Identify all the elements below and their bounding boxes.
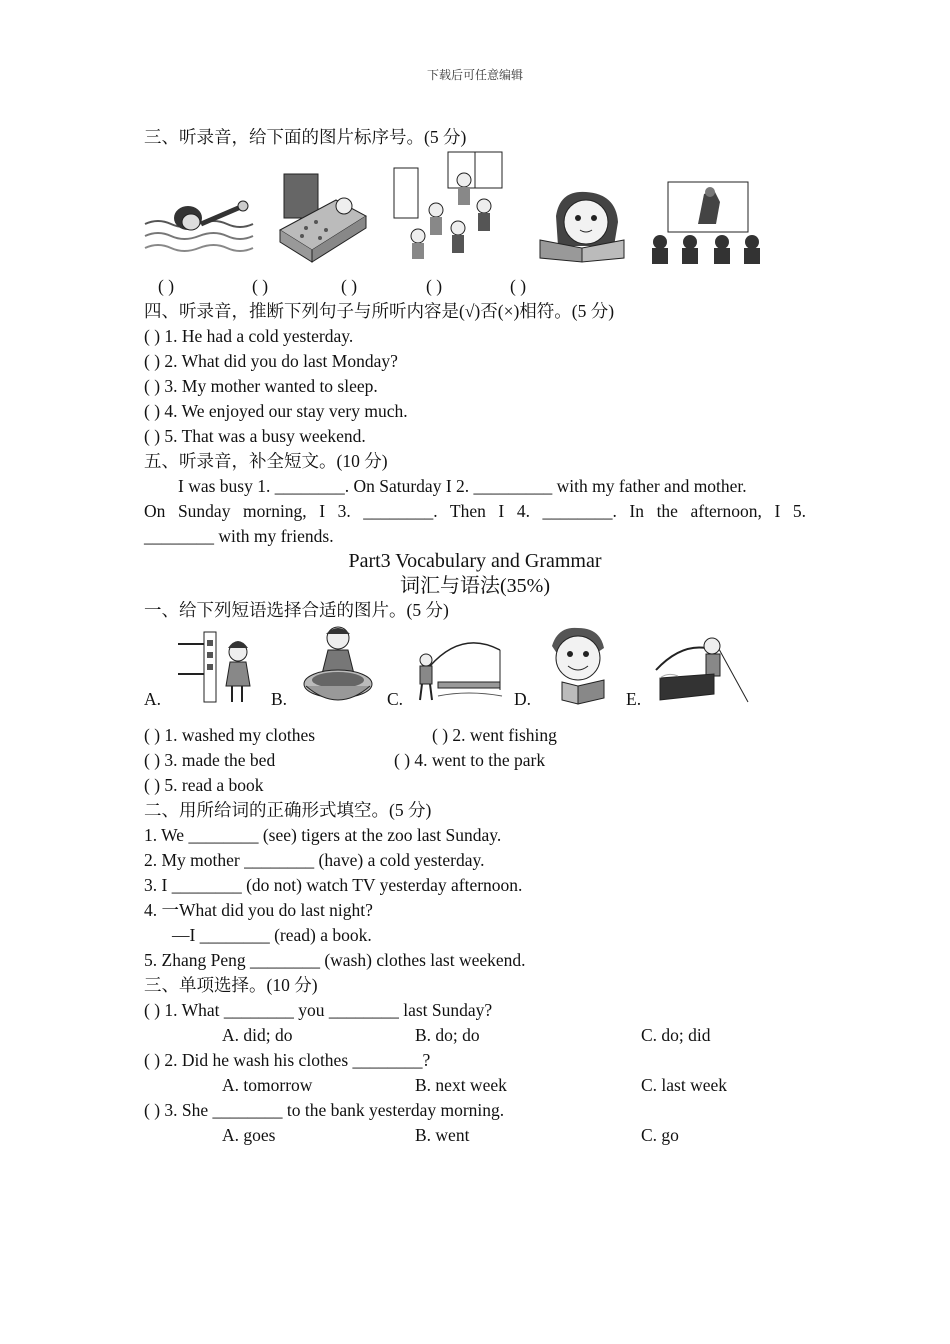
choice-option-a[interactable]: A. did; do xyxy=(222,1025,293,1045)
choice-option-b[interactable]: B. went xyxy=(415,1125,470,1145)
judge-item[interactable]: ( ) 3. My mother wanted to sleep. xyxy=(144,376,378,396)
match-item[interactable]: ( ) 5. read a book xyxy=(144,775,264,795)
match-item[interactable]: ( ) 4. went to the park xyxy=(394,750,546,770)
passage-line-2[interactable]: On Sunday morning, I 3. ________. Then I 4. ________. In the afternoon, I 5. xyxy=(144,501,806,521)
page-header: 下载后可任意编辑 xyxy=(426,68,523,82)
picture-blank-4[interactable]: ( ) xyxy=(426,276,443,296)
choice-question[interactable]: ( ) 2. Did he wash his clothes ________? xyxy=(144,1050,431,1070)
watching-film-picture xyxy=(648,180,766,266)
passage-line-1[interactable]: I was busy 1. ________. On Saturday I 2. _________ with my father and mother. xyxy=(178,476,747,496)
fill-item[interactable]: 1. We ________ (see) tigers at the zoo last Sunday. xyxy=(144,825,502,845)
choice-option-c[interactable]: C. do; did xyxy=(641,1025,711,1045)
part3-title: Part3 Vocabulary and Grammar xyxy=(348,550,602,572)
part3-subtitle: 词汇与语法(35%) xyxy=(400,575,550,597)
option-label-e: E. xyxy=(626,689,642,709)
vocab-1-title: 一、给下列短语选择合适的图片。(5 分) xyxy=(144,600,449,620)
match-item[interactable]: ( ) 2. went fishing xyxy=(432,725,557,745)
section-4-title: 四、听录音，推断下列句子与所听内容是(√)否(×)相符。(5 分) xyxy=(144,301,615,321)
fill-item[interactable]: 3. I ________ (do not) watch TV yesterday afternoon. xyxy=(144,875,523,895)
match-item[interactable]: ( ) 1. washed my clothes xyxy=(144,725,316,745)
choice-option-b[interactable]: B. next week xyxy=(415,1075,507,1095)
picture-blank-3[interactable]: ( ) xyxy=(341,276,358,296)
choice-option-a[interactable]: A. tomorrow xyxy=(222,1075,313,1095)
picture-blank-1[interactable]: ( ) xyxy=(158,276,175,296)
option-label-a: A. xyxy=(144,689,162,709)
passage-line-3[interactable]: ________ with my friends. xyxy=(144,526,334,546)
section-5-title: 五、听录音，补全短文。(10 分) xyxy=(144,451,388,471)
judge-item[interactable]: ( ) 4. We enjoyed our stay very much. xyxy=(144,401,408,421)
going-to-park-picture xyxy=(176,626,258,706)
children-playing-picture xyxy=(388,150,506,264)
fill-item[interactable]: 4. 一What did you do last night? xyxy=(144,900,373,920)
swimming-picture xyxy=(143,184,255,264)
vocab-3-title: 三、单项选择。(10 分) xyxy=(144,975,318,995)
vocab-2-title: 二、用所给词的正确形式填空。(5 分) xyxy=(144,800,432,820)
choice-option-a[interactable]: A. goes xyxy=(222,1125,276,1145)
fill-item[interactable]: 5. Zhang Peng ________ (wash) clothes last weekend. xyxy=(144,950,526,970)
picture-blank-5[interactable]: ( ) xyxy=(510,276,527,296)
section-3-title: 三、听录音，给下面的图片标序号。(5 分) xyxy=(144,127,467,147)
fill-item[interactable]: 2. My mother ________ (have) a cold yesterday. xyxy=(144,850,485,870)
choice-option-b[interactable]: B. do; do xyxy=(415,1025,480,1045)
fishing-picture xyxy=(412,638,504,706)
choice-question[interactable]: ( ) 1. What ________ you ________ last Sunday? xyxy=(144,1000,493,1020)
judge-item[interactable]: ( ) 5. That was a busy weekend. xyxy=(144,426,366,446)
sleeping-in-bed-picture xyxy=(276,170,368,266)
judge-item[interactable]: ( ) 1. He had a cold yesterday. xyxy=(144,326,354,346)
option-label-c: C. xyxy=(387,689,404,709)
judge-item[interactable]: ( ) 2. What did you do last Monday? xyxy=(144,351,398,371)
option-label-b: B. xyxy=(271,689,288,709)
washing-clothes-picture xyxy=(300,622,376,706)
choice-option-c[interactable]: C. last week xyxy=(641,1075,728,1095)
girl-reading-picture xyxy=(536,188,628,264)
making-bed-picture xyxy=(654,630,750,706)
boy-reading-book-picture xyxy=(544,626,610,706)
match-item[interactable]: ( ) 3. made the bed xyxy=(144,750,276,770)
picture-blank-2[interactable]: ( ) xyxy=(252,276,269,296)
fill-item[interactable]: —I ________ (read) a book. xyxy=(172,925,372,945)
choice-option-c[interactable]: C. go xyxy=(641,1125,679,1145)
option-label-d: D. xyxy=(514,689,532,709)
choice-question[interactable]: ( ) 3. She ________ to the bank yesterday morning. xyxy=(144,1100,505,1120)
